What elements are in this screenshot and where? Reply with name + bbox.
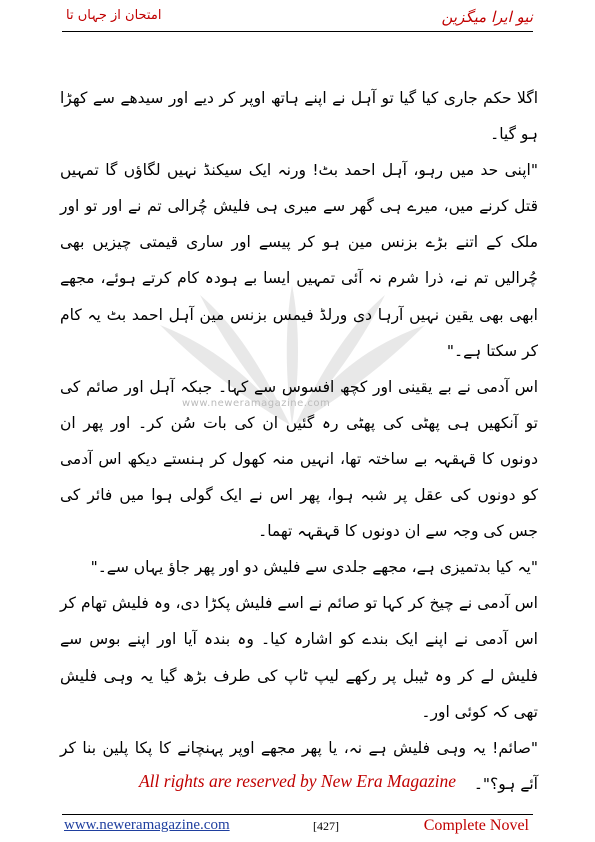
paragraph: اس آدمی نے بے یقینی اور کچھ افسوس سے کہا۔ جبکہ آہل اور صائم کی تو آنکھیں ہی پھٹی کی پھٹی رہ گئیں ان کی بات سُن کر۔ اور پھر ان دونوں کا قہقہہ بے ساختہ تھا، انہیں منہ کھول کر ہنستے دیکھ اس آدمی کو دونوں کی عقل پر شبہ ہوا، پھر اس نے ایک گولی ہوا میں فائر کی جس کی وجہ سے ان دونوں کا قہقہہ تھما۔ xyxy=(60,377,538,541)
watermark-url: www.neweramagazine.com xyxy=(182,398,331,409)
copyright-notice: All rights are reserved by New Era Magazine xyxy=(138,771,457,791)
paragraph: اگلا حکم جاری کیا گیا تو آہل نے اپنے ہاتھ اوپر کر دیے اور سیدھے سے کھڑا ہو گیا۔ xyxy=(60,89,538,144)
header-divider xyxy=(62,31,533,32)
article-body xyxy=(60,80,538,802)
category-label: Complete Novel xyxy=(423,817,529,834)
novel-title-header: امتحان از جہاں تا xyxy=(66,8,162,23)
paragraph: "اپنی حد میں رہو، آہل احمد بٹ! ورنہ ایک سیکنڈ نہیں لگاؤں گا تمہیں قتل کرنے میں، میرے ہی گھر سے میری ہی فلیش چُرالی تم نے اور تو اور ملک کے اتنے بڑے بزنس مین ہو کر پیسے اور ساری قیمتی چیزیں بھی چُرالیں تم نے، ذرا شرم نہ آئی تمہیں ایسا بے ہودہ کام کرتے ہوئے، مجھے ابھی بھی یقین نہیں آرہا دی ورلڈ فیمس بزنس مین آہل احمد بٹ یہ کام کر سکتا ہے۔" xyxy=(60,161,538,360)
paragraph: اس آدمی نے چیخ کر کہا تو صائم نے اسے فلیش پکڑا دی، وہ فلیش تھام کر اس آدمی نے اپنے ایک بندے کو اشارہ کیا۔ وہ بندہ آیا اور اپنے بوس سے فلیش لے کر وہ ٹیبل پر رکھے لیپ ٹاپ کی طرف بڑھ گیا یہ وہی فلیش تھی کہ کوئی اور۔ xyxy=(60,594,538,721)
paragraph: "یہ کیا بدتمیزی ہے، مجھے جلدی سے فلیش دو اور پھر جاؤ یہاں سے۔" xyxy=(90,558,538,577)
magazine-name-header: نیو ایرا میگزین xyxy=(441,8,533,26)
footer-divider xyxy=(62,814,533,815)
paragraph: "صائم! یہ وہی فلیش ہے نہ، یا پھر مجھے اوپر پہنچانے کا پکا پلین بنا کر آئے ہو؟"۔ xyxy=(60,738,538,793)
website-link[interactable]: www.neweramagazine.com xyxy=(64,817,230,833)
page-number: [427] xyxy=(313,819,339,833)
